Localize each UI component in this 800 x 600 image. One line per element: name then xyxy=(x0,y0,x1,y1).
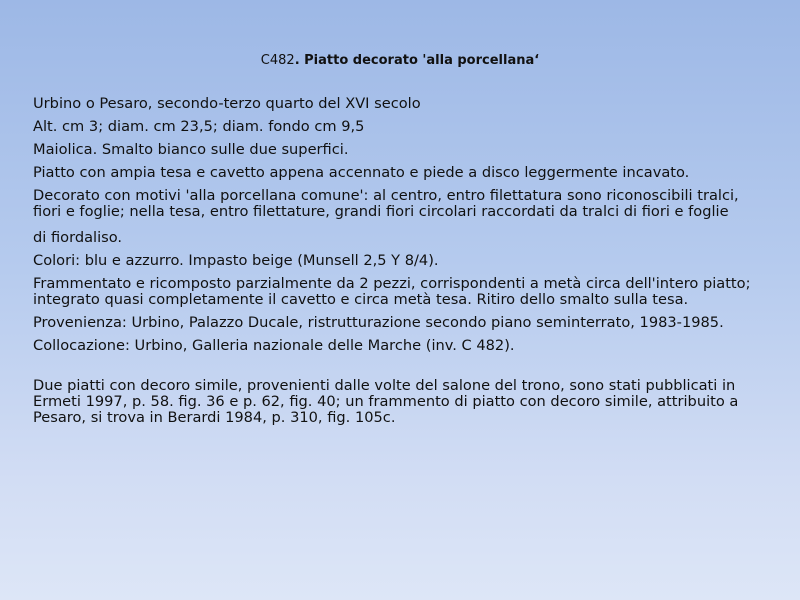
origin-date: Urbino o Pesaro, secondo-terzo quarto del XVI secolo xyxy=(33,95,421,112)
dimensions: Alt. cm 3; diam. cm 23,5; diam. fondo cm 9,5 xyxy=(33,118,365,135)
slide-title xyxy=(0,52,800,70)
comparisons-note: Due piatti con decoro simile, provenienti dalle volte del salone del trono, sono stati pubblicati in Ermeti 1997, p. 58. fig. 36 e p. 62, fig. 40; un frammento di piatto con decoro simile, attribuito a Pesaro, si trova in Berardi 1984, p. 310, fig. 105c. xyxy=(33,377,739,426)
catalog-code: C482 xyxy=(260,53,295,68)
decoration-continuation: di fiordaliso. xyxy=(33,229,123,246)
shape-description: Piatto con ampia tesa e cavetto appena accennato e piede a disco leggermente incavato. xyxy=(33,164,690,181)
decoration-description: Decorato con motivi 'alla porcellana comune': al centro, entro filettatura sono riconoscibili tralci, fiori e foglie; nella tesa, entro filettature, grandi fiori circolari raccordati da tralci di fiori e foglie xyxy=(33,187,739,220)
description-body xyxy=(33,96,763,433)
material: Maiolica. Smalto bianco sulle due superfici. xyxy=(33,141,349,158)
condition: Frammentato e ricomposto parzialmente da 2 pezzi, corrispondenti a metà circa dell'intero piatto; integrato quasi completamente il cavetto e circa metà tesa. Ritiro dello smalto sulla tesa. xyxy=(33,275,751,308)
location: Collocazione: Urbino, Galleria nazionale delle Marche (inv. C 482). xyxy=(33,337,515,354)
object-title: . Piatto decorato 'alla porcellana‘ xyxy=(294,53,540,68)
provenance: Provenienza: Urbino, Palazzo Ducale, ristrutturazione secondo piano seminterrato, 1983-1985. xyxy=(33,314,724,331)
colors: Colori: blu e azzurro. Impasto beige (Munsell 2,5 Y 8/4). xyxy=(33,252,439,269)
